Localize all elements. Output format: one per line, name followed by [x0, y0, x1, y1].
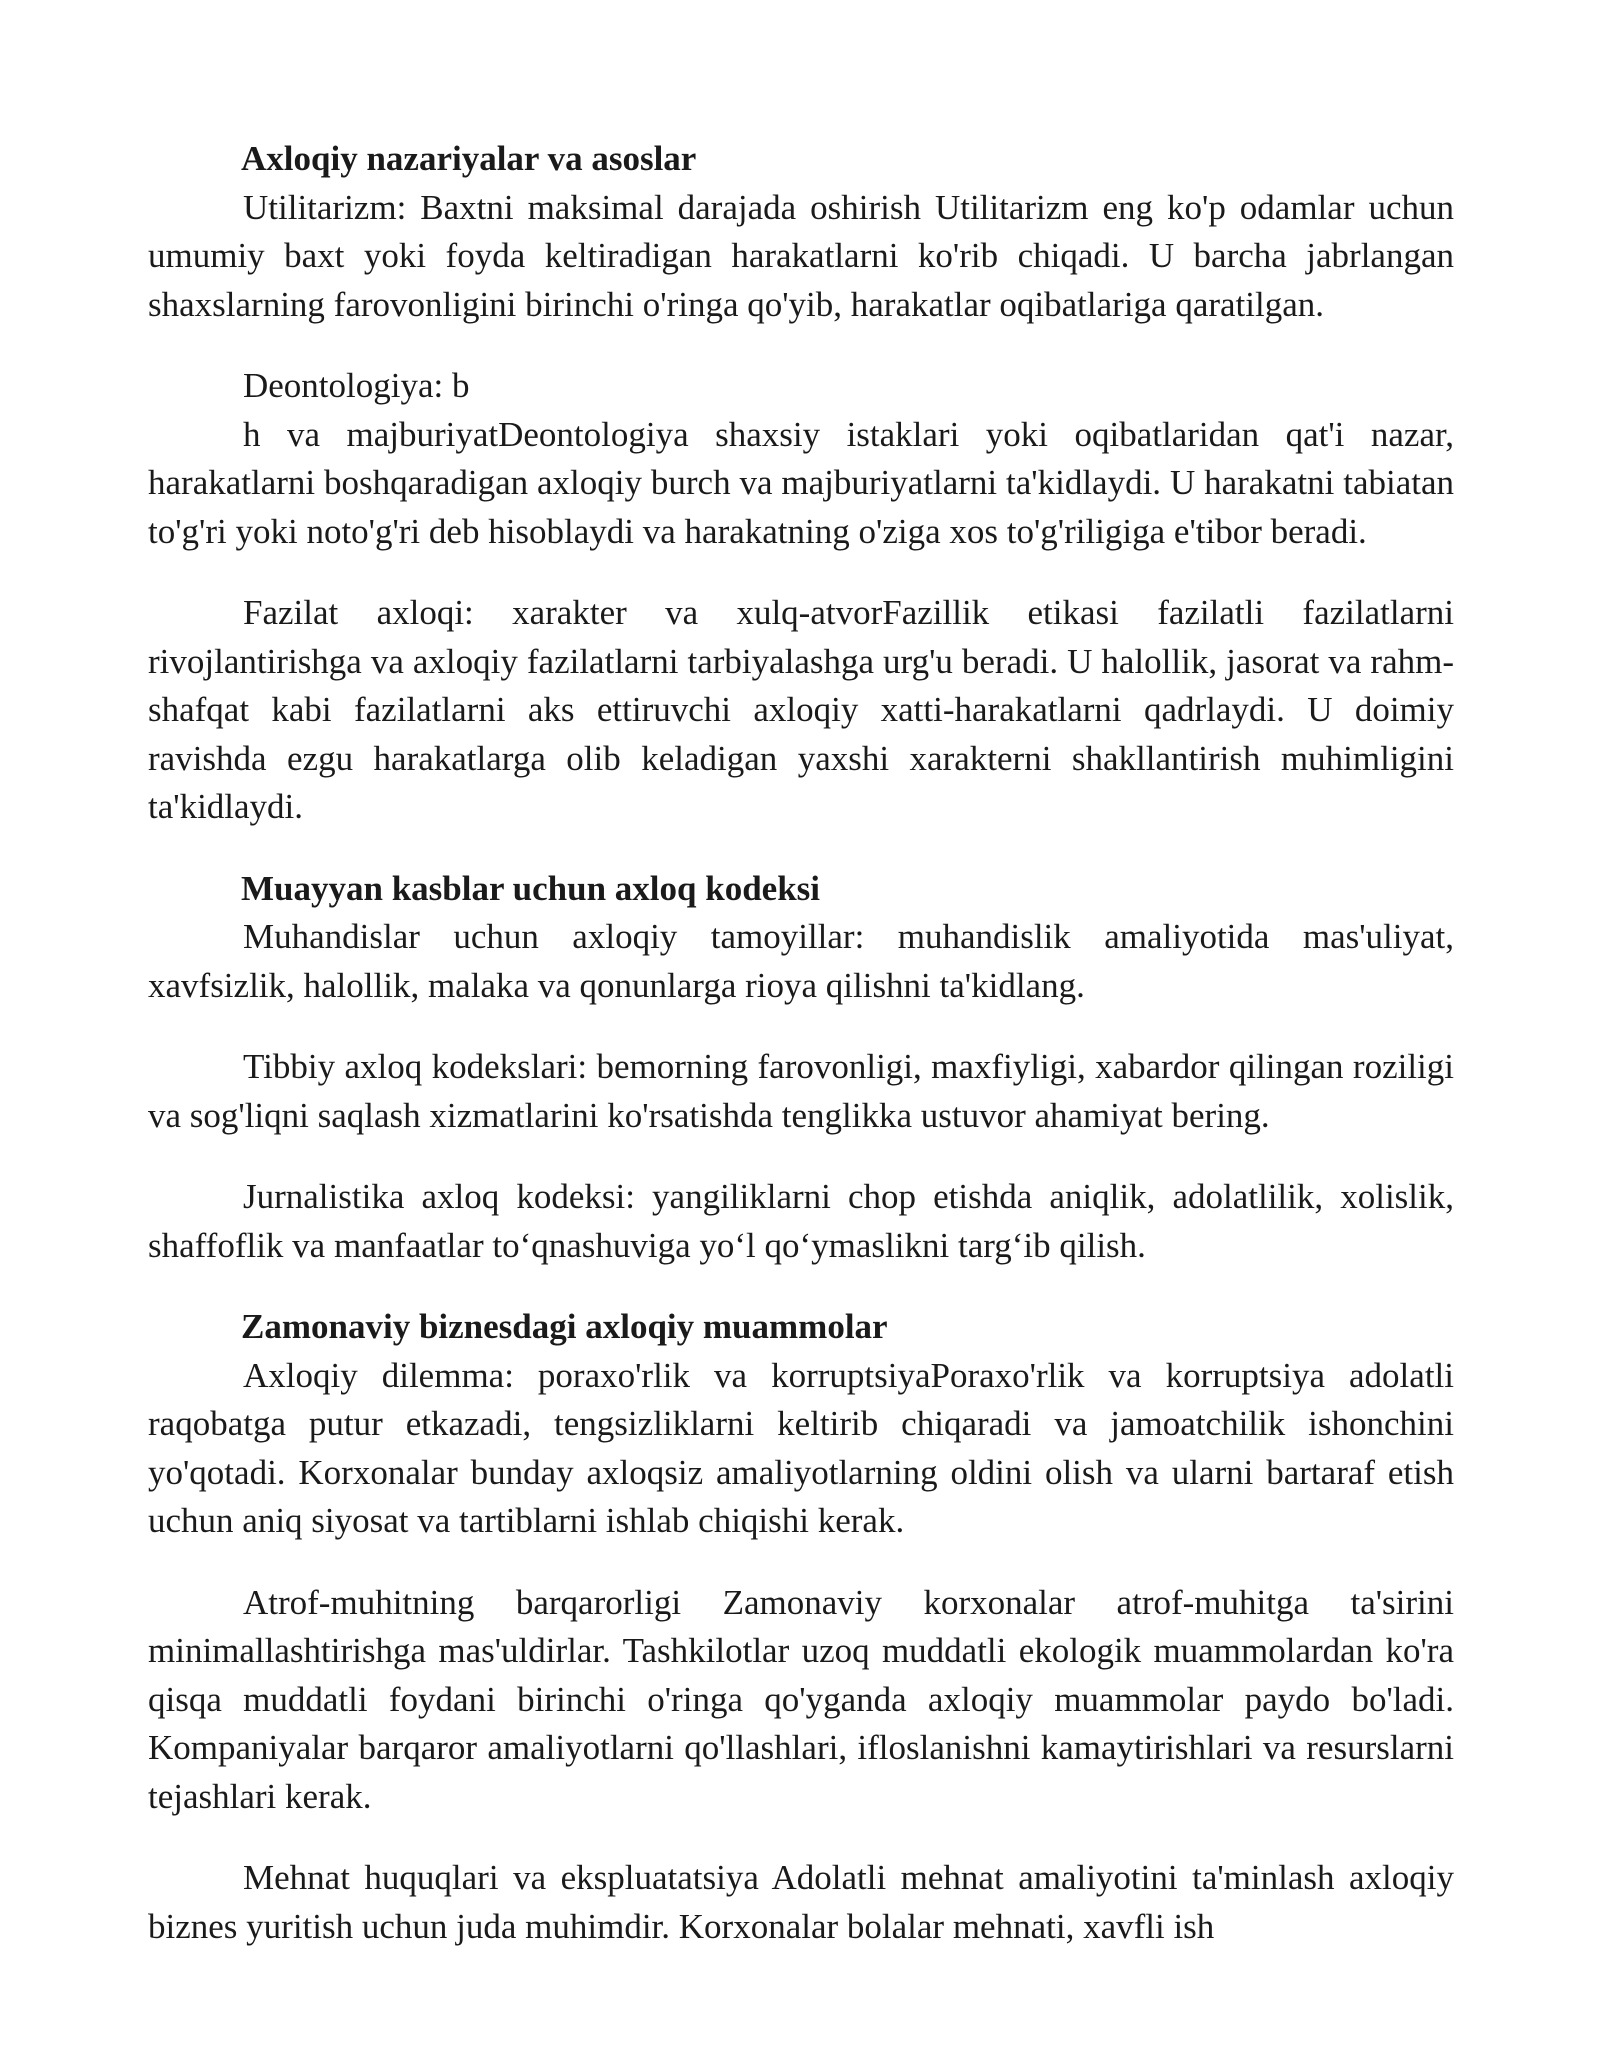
section-heading: Zamonaviy biznesdagi axloqiy muammolar	[241, 1307, 888, 1346]
section-spacer	[148, 1270, 1454, 1303]
paragraph: Utilitarizm: Baxtni maksimal darajada oshirish Utilitarizm eng ko'p odamlar uchun umumiy baxt yoki foyda keltiradigan harakatlarni ko'rib chiqadi. U barcha jabrlangan shaxslarning farovonligini birinchi o'ringa qo'yib, harakatlar oqibatlariga qaratilgan.	[148, 187, 1454, 324]
paragraph: Fazilat axloqi: xarakter va xulq-atvorFazillik etikasi fazilatli fazilatlarni rivojlantirishga va axloqiy fazilatlarni tarbiyalashga urg'u beradi. U halollik, jasorat va rahm-shafqat kabi fazilatlarni aks ettiruvchi axloqiy xatti-harakatlarni qadrlaydi. U doimiy ravishda ezgu harakatlarga olib keladigan yaxshi xarakterni shakllantirish muhimligini ta'kidlaydi.	[148, 593, 1454, 826]
paragraph: Atrof-muhitning barqarorligi Zamonaviy korxonalar atrof-muhitga ta'sirini minimallashtirishga mas'uldirlar. Tashkilotlar uzoq muddatli ekologik muammolardan ko'ra qisqa muddatli foydani birinchi o'ringa qo'yganda axloqiy muammolar paydo bo'ladi. Kompaniyalar barqaror amaliyotlarni qo'llashlari, ifloslanishni kamaytirishlari va resurslarni tejashlari kerak.	[148, 1582, 1454, 1816]
section-heading: Axloqiy nazariyalar va asoslar	[241, 139, 697, 178]
paragraph-spacer	[148, 1140, 1454, 1173]
paragraph-spacer	[148, 329, 1454, 362]
paragraph-spacer	[148, 1010, 1454, 1043]
paragraph-spacer	[148, 1821, 1454, 1854]
paragraph: Tibbiy axloq kodekslari: bemorning farovonligi, maxfiyligi, xabardor qilingan roziligi va sog'liqni saqlash xizmatlarini ko'rsatishda tenglikka ustuvor ahamiyat bering.	[148, 1047, 1454, 1135]
section-spacer	[148, 832, 1454, 865]
paragraph: Muhandislar uchun axloqiy tamoyillar: muhandislik amaliyotida mas'uliyat, xavfsizlik, halollik, malaka va qonunlarga rioya qilishni ta'kidlang.	[148, 917, 1454, 1005]
paragraph-spacer	[148, 556, 1454, 589]
paragraph: Axloqiy dilemma: poraxo'rlik va korruptsiyaPoraxo'rlik va korruptsiya adolatli raqobatga putur etkazadi, tengsizliklarni keltirib chiqaradi va jamoatchilik ishonchini yo'qotadi. Korxonalar bunday axloqsiz amaliyotlarning oldini olish va ularni bartaraf etish uchun aniq siyosat va tartiblarni ishlab chiqishi kerak.	[148, 1355, 1454, 1540]
paragraph: Jurnalistika axloq kodeksi: yangiliklarni chop etishda aniqlik, adolatlilik, xolislik, shaffoflik va manfaatlar to‘qnashuviga yo‘l qo‘ymaslikni targ‘ib qilish.	[148, 1177, 1454, 1265]
paragraph: h va majburiyatDeontologiya shaxsiy istaklari yoki oqibatlaridan qat'i nazar, harakatlarni boshqaradigan axloqiy burch va majburiyatlarni ta'kidlaydi. U harakatni tabiatan to'g'ri yoki noto'g'ri deb hisoblaydi va harakatning o'ziga xos to'g'riligiga e'tibor beradi.	[148, 414, 1454, 551]
section-heading: Muayyan kasblar uchun axloq kodeksi	[241, 868, 821, 908]
document-body	[148, 135, 1454, 1951]
paragraph: Deontologiya: b	[243, 366, 470, 405]
paragraph-spacer	[148, 1546, 1454, 1579]
paragraph: Mehnat huquqlari va ekspluatatsiya Adolatli mehnat amaliyotini ta'minlash axloqiy biznes yuritish uchun juda muhimdir. Korxonalar bolalar mehnati, xavfli ish	[148, 1858, 1454, 1946]
